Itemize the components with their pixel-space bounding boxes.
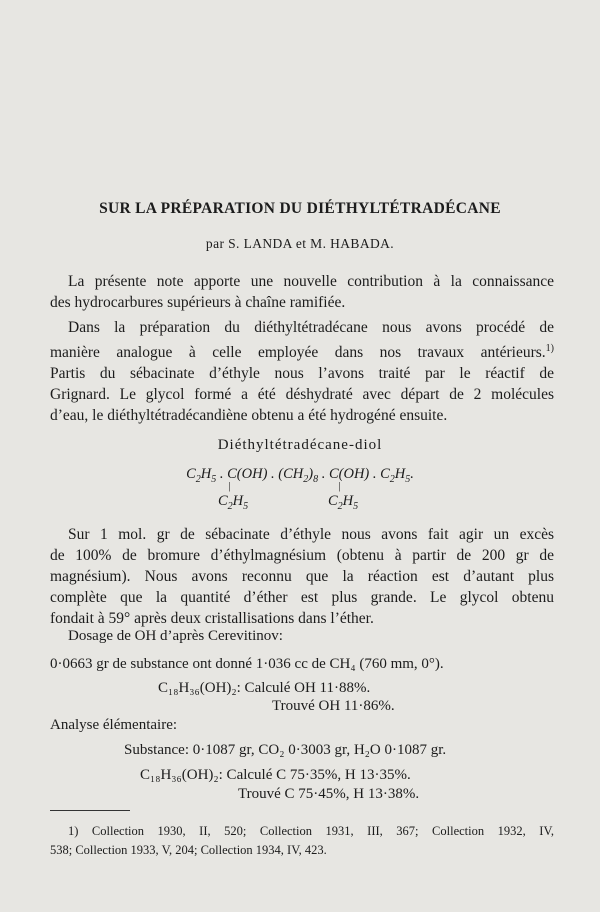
byline: par S. LANDA et M. HABADA. [205, 236, 395, 251]
text-line: Sur 1 mol. gr de sébacinate d’éthyle nous avons fait agir un excès [68, 526, 554, 543]
footnote [50, 822, 554, 860]
calculated-c-h: C₁₈H₃₆(OH)₂: Calculé C 75·35%, H 13·35%. [140, 767, 411, 783]
article-title: SUR LA PRÉPARATION DU DIÉTHYLTÉTRADÉCANE [99, 200, 501, 217]
formula-title: Diéthyltétradécane-diol [217, 437, 383, 453]
dosage-line: 0·0663 gr de substance ont donné 1·036 cc de CH₄ (760 mm, 0°). [50, 656, 444, 672]
bond-mark: | [228, 480, 232, 492]
paragraph-intro [50, 271, 554, 313]
found-c-h: Trouvé C 75·45%, H 13·38%. [238, 786, 420, 802]
text-line: des hydrocarbures supérieurs à chaîne ramifiée. [50, 294, 346, 311]
text-line: d’eau, le diéthyltétradécandiène obtenu a été hydrogéné ensuite. [50, 407, 448, 425]
formula-substituent: $C_2H_5$ [328, 493, 359, 512]
structural-formula: $C_2H_5$ . C(OH) . $(CH_2)_8$ . C(OH) . $C_2H_5$. [186, 466, 414, 485]
text-line: Grignard. Le glycol formé a été déshydraté avec départ de 2 molécules [50, 386, 554, 404]
text-line [50, 338, 554, 363]
text-line: Partis du sébacinate d’éthyle nous l’avons traité par le réactif de [50, 365, 554, 383]
footnote-line: 1) Collection 1930, II, 520; Collection 1931, III, 367; Collection 1932, IV, [68, 824, 554, 838]
bond-mark: | [338, 480, 342, 492]
footnote-reference: 1) [545, 343, 554, 354]
text-line: de 100% de bromure d’éthylmagnésium (obtenu à partir de 200 gr de [50, 547, 554, 564]
paragraph-method [50, 317, 554, 426]
formula-substituent: $C_2H_5$ [218, 493, 249, 512]
text-line: magnésium). Nous avons reconnu que la réaction est d’autant plus [50, 568, 554, 585]
substance-line: Substance: 0·1087 gr, CO₂ 0·3003 gr, H₂O 0·1087 gr. [124, 742, 447, 758]
text-line: Dans la préparation du diéthyltétradécane nous avons procédé de [68, 319, 554, 336]
text-line: La présente note apporte une nouvelle contribution à la connaissance [68, 273, 554, 290]
text-line: fondait à 59° après deux cristallisations dans l’éther. [50, 610, 374, 627]
dosage-label: Dosage de OH d’après Cerevitinov: [68, 628, 283, 644]
analysis-label: Analyse élémentaire: [50, 717, 178, 733]
calculated-oh: C₁₈H₃₆(OH)₂: Calculé OH 11·88%. [158, 680, 371, 696]
footnote-line: 538; Collection 1933, V, 204; Collection 1934, IV, 423. [50, 843, 327, 857]
text-line: complète que la quantité d’éther est plus grande. Le glycol obtenu [50, 589, 554, 606]
footnote-divider [50, 810, 130, 811]
text-line-part: manière analogue à celle employée dans nos travaux antérieurs. [50, 344, 546, 362]
found-oh: Trouvé OH 11·86%. [272, 698, 395, 714]
paragraph-procedure [50, 524, 554, 629]
